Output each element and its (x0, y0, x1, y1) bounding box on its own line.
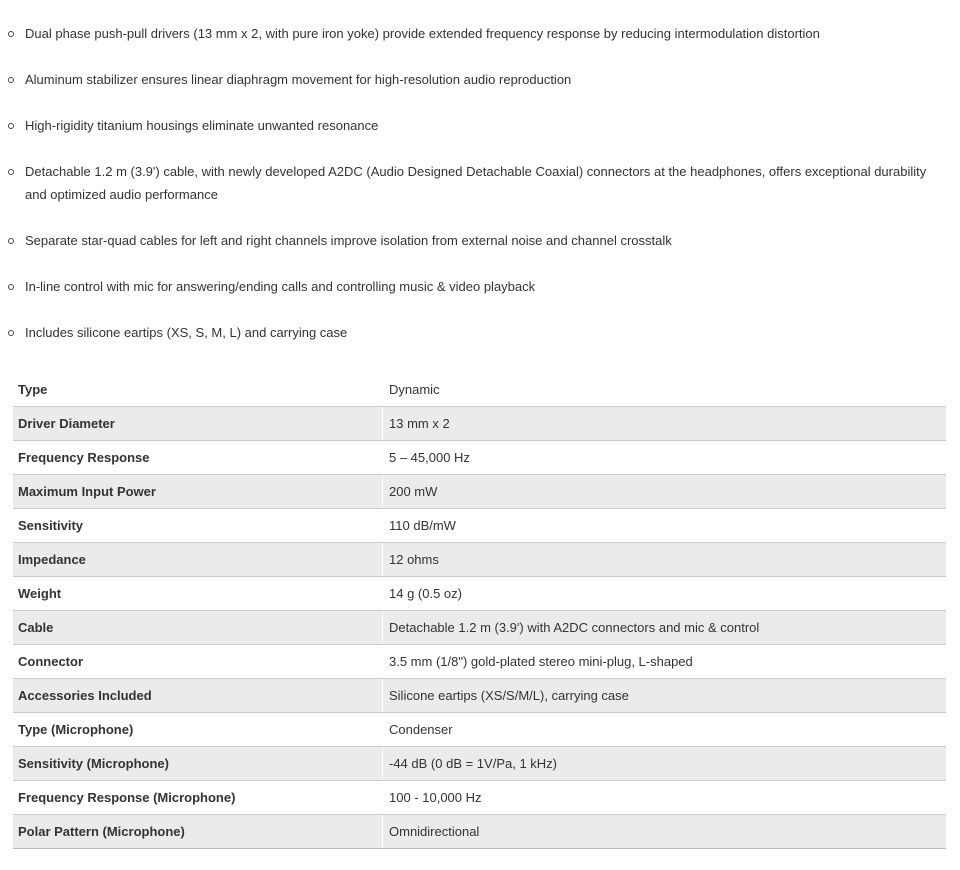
spec-value: 100 - 10,000 Hz (383, 781, 947, 815)
circle-bullet-icon (8, 31, 14, 37)
circle-bullet-icon (8, 77, 14, 83)
feature-text: High-rigidity titanium housings eliminate unwanted resonance (25, 118, 379, 133)
spec-label: Polar Pattern (Microphone) (13, 815, 383, 849)
spec-value: 13 mm x 2 (383, 407, 947, 441)
spec-label: Sensitivity (13, 509, 383, 543)
table-row (13, 815, 946, 849)
spec-label: Type (Microphone) (13, 713, 383, 747)
spec-label: Connector (13, 645, 383, 679)
spec-value: 14 g (0.5 oz) (383, 577, 947, 611)
spec-table (13, 373, 946, 849)
table-row (13, 611, 946, 645)
spec-label: Driver Diameter (13, 407, 383, 441)
feature-text: Includes silicone eartips (XS, S, M, L) and carrying case (25, 325, 348, 340)
spec-value: 110 dB/mW (383, 509, 947, 543)
spec-label: Weight (13, 577, 383, 611)
spec-label: Maximum Input Power (13, 475, 383, 509)
spec-value: 3.5 mm (1/8") gold-plated stereo mini-plug, L-shaped (383, 645, 947, 679)
spec-label: Cable (13, 611, 383, 645)
spec-label: Frequency Response (Microphone) (13, 781, 383, 815)
spec-label: Type (13, 373, 383, 407)
table-row (13, 407, 946, 441)
table-row (13, 441, 946, 475)
feature-text: Aluminum stabilizer ensures linear diaphragm movement for high-resolution audio reproduction (25, 72, 572, 87)
feature-item (0, 321, 946, 344)
feature-item (0, 22, 946, 45)
spec-value: -44 dB (0 dB = 1V/Pa, 1 kHz) (383, 747, 947, 781)
circle-bullet-icon (8, 169, 14, 175)
feature-text: Dual phase push-pull drivers (13 mm x 2, with pure iron yoke) provide extended frequency response by reducing intermodulation distortion (25, 26, 820, 41)
table-row (13, 509, 946, 543)
table-row (13, 679, 946, 713)
spec-value: 200 mW (383, 475, 947, 509)
feature-item (0, 114, 946, 137)
spec-label: Accessories Included (13, 679, 383, 713)
feature-item (0, 275, 946, 298)
spec-value: Omnidirectional (383, 815, 947, 849)
table-row (13, 747, 946, 781)
spec-value: Dynamic (383, 373, 947, 407)
circle-bullet-icon (8, 238, 14, 244)
circle-bullet-icon (8, 330, 14, 336)
spec-label: Sensitivity (Microphone) (13, 747, 383, 781)
table-row (13, 645, 946, 679)
spec-label: Impedance (13, 543, 383, 577)
spec-value: 5 – 45,000 Hz (383, 441, 947, 475)
feature-text: Detachable 1.2 m (3.9') cable, with newly developed A2DC (Audio Designed Detachable Coaxial) connectors at the headphones, offers exceptional durability and optimized audio performance (25, 164, 927, 202)
spec-value: Condenser (383, 713, 947, 747)
table-row (13, 475, 946, 509)
spec-label: Frequency Response (13, 441, 383, 475)
feature-item (0, 160, 946, 206)
spec-value: Silicone eartips (XS/S/M/L), carrying case (383, 679, 947, 713)
table-row (13, 781, 946, 815)
feature-list (0, 22, 946, 367)
circle-bullet-icon (8, 123, 14, 129)
table-row (13, 373, 946, 407)
circle-bullet-icon (8, 284, 14, 290)
spec-value: 12 ohms (383, 543, 947, 577)
table-row (13, 543, 946, 577)
feature-item (0, 229, 946, 252)
spec-value: Detachable 1.2 m (3.9') with A2DC connectors and mic & control (383, 611, 947, 645)
table-row (13, 577, 946, 611)
feature-text: In-line control with mic for answering/ending calls and controlling music & video playback (25, 279, 536, 294)
table-row (13, 713, 946, 747)
feature-item (0, 68, 946, 91)
feature-text: Separate star-quad cables for left and right channels improve isolation from external noise and channel crosstalk (25, 233, 672, 248)
